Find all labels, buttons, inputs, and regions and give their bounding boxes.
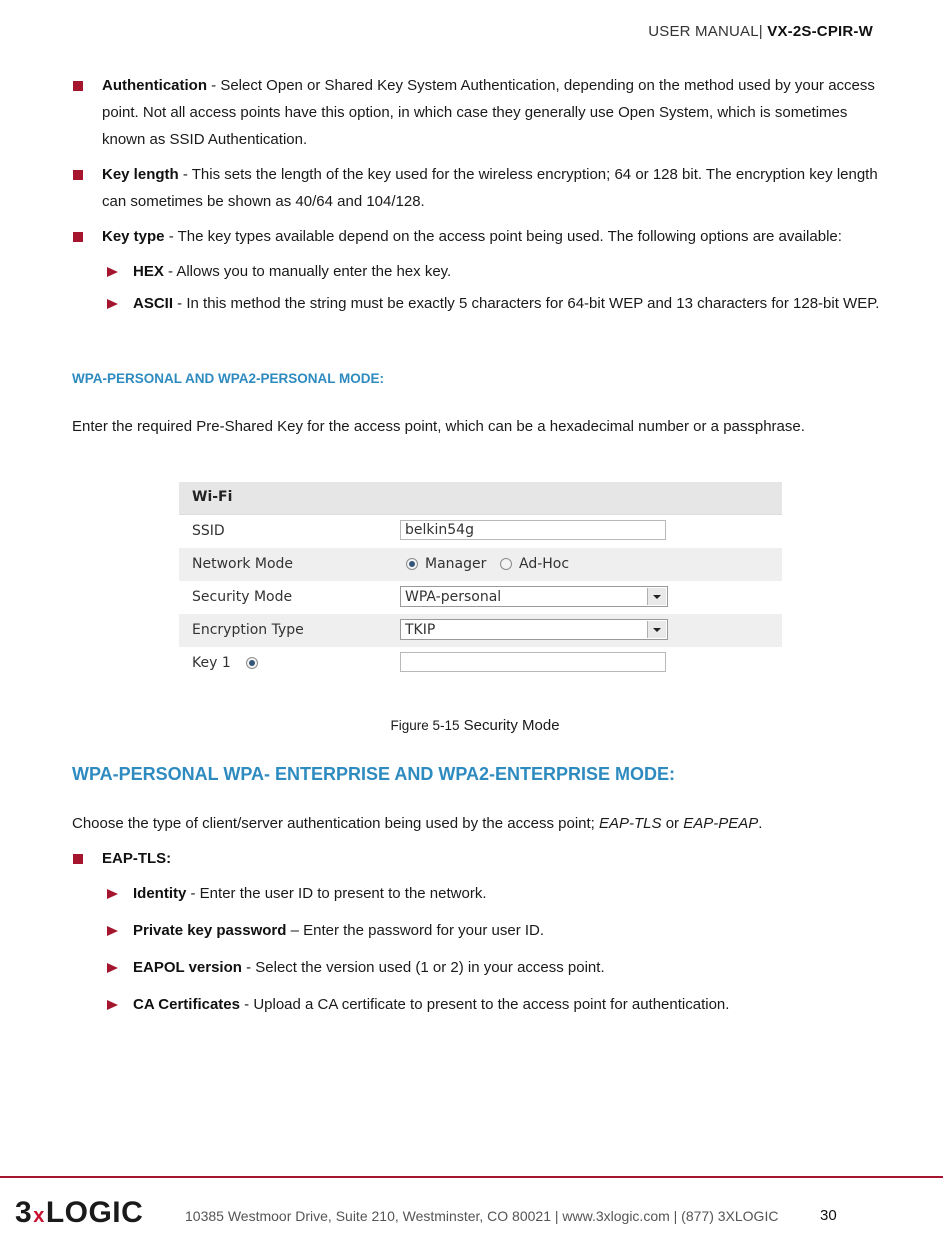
sub-list-item: Identity - Enter the user ID to present to the network. bbox=[72, 880, 882, 907]
triangle-bullet-icon bbox=[107, 963, 118, 973]
chevron-down-icon bbox=[653, 595, 661, 599]
security-mode-label: Security Mode bbox=[192, 589, 293, 605]
encryption-type-label: Encryption Type bbox=[192, 622, 304, 638]
network-mode-row bbox=[179, 548, 782, 581]
page-header bbox=[648, 23, 873, 40]
security-mode-select[interactable] bbox=[400, 586, 668, 607]
radio-ad-hoc[interactable] bbox=[500, 558, 512, 570]
radio-ad-hoc-label: Ad-Hoc bbox=[519, 556, 570, 572]
encryption-type-select[interactable] bbox=[400, 619, 668, 640]
sub-list-item: Private key password – Enter the password for your user ID. bbox=[72, 917, 882, 944]
footer-divider bbox=[0, 1176, 943, 1178]
sub-list-item: ASCII - In this method the string must be exactly 5 characters for 64-bit WEP and 13 characters for 128-bit WEP. bbox=[72, 290, 882, 317]
page-number: 30 bbox=[820, 1207, 837, 1224]
figure-caption bbox=[0, 717, 950, 734]
intro-list bbox=[72, 72, 882, 322]
paragraph: Enter the required Pre-Shared Key for the access point, which can be a hexadecimal number or a passphrase. bbox=[72, 418, 805, 435]
figure-caption-text: Security Mode bbox=[459, 717, 560, 734]
square-bullet-icon bbox=[73, 232, 83, 242]
encryption-type-value: TKIP bbox=[405, 622, 436, 638]
list-item: Key type - The key types available depend on the access point being used. The following options are available: bbox=[72, 223, 882, 250]
triangle-bullet-icon bbox=[107, 1000, 118, 1010]
list-item: Authentication - Select Open or Shared Key System Authentication, depending on the method used by your access point. Not all access points have this option, in which case they generally use Open System, which is sometimes known as SSID Authentication. bbox=[72, 72, 882, 153]
square-bullet-icon bbox=[73, 854, 83, 864]
eap-tls-list bbox=[72, 845, 882, 1028]
section-heading-wpa-personal: WPA-PERSONAL AND WPA2-PERSONAL MODE: bbox=[72, 371, 385, 386]
encryption-type-row bbox=[179, 614, 782, 647]
figure-title: Wi-Fi bbox=[192, 489, 233, 505]
sub-list-item: EAPOL version - Select the version used (1 or 2) in your access point. bbox=[72, 954, 882, 981]
key1-label: Key 1 bbox=[192, 655, 231, 671]
sub-list-item: HEX - Allows you to manually enter the hex key. bbox=[72, 258, 882, 285]
triangle-bullet-icon bbox=[107, 267, 118, 277]
dropdown-arrow[interactable] bbox=[647, 621, 666, 638]
ssid-input[interactable]: belkin54g bbox=[400, 520, 666, 540]
sub-list-item: CA Certificates - Upload a CA certificate to present to the access point for authentication. bbox=[72, 991, 882, 1018]
paragraph: Choose the type of client/server authentication being used by the access point; EAP-TLS or EAP-PEAP. bbox=[72, 815, 763, 832]
figure-title-bar bbox=[179, 482, 782, 515]
figure-number: Figure 5-15 bbox=[390, 718, 460, 733]
header-model: VX-2S-CPIR-W bbox=[767, 23, 873, 40]
key1-row bbox=[179, 647, 782, 680]
radio-manager[interactable] bbox=[406, 558, 418, 570]
radio-manager-label: Manager bbox=[425, 556, 487, 572]
footer-address: 10385 Westmoor Drive, Suite 210, Westminster, CO 80021 | www.3xlogic.com | (877) 3XLOGIC bbox=[185, 1208, 779, 1224]
security-mode-row bbox=[179, 581, 782, 614]
triangle-bullet-icon bbox=[107, 926, 118, 936]
square-bullet-icon bbox=[73, 170, 83, 180]
company-logo: 3xLOGIC bbox=[15, 1196, 144, 1229]
key1-input[interactable] bbox=[400, 652, 666, 672]
network-mode-label: Network Mode bbox=[192, 556, 294, 572]
chevron-down-icon bbox=[653, 628, 661, 632]
list-item: EAP-TLS: bbox=[72, 845, 882, 872]
square-bullet-icon bbox=[73, 81, 83, 91]
dropdown-arrow[interactable] bbox=[647, 588, 666, 605]
radio-key1[interactable] bbox=[246, 657, 258, 669]
header-prefix: USER MANUAL| bbox=[648, 23, 763, 40]
ssid-label: SSID bbox=[192, 523, 225, 539]
list-item: Key length - This sets the length of the key used for the wireless encryption; 64 or 128 bit. The encryption key length can sometimes be shown as 40/64 and 104/128. bbox=[72, 161, 882, 215]
ssid-row bbox=[179, 515, 782, 548]
triangle-bullet-icon bbox=[107, 299, 118, 309]
security-mode-value: WPA-personal bbox=[405, 589, 502, 605]
section-heading-wpa-enterprise: WPA-PERSONAL WPA- ENTERPRISE AND WPA2-ENTERPRISE MODE: bbox=[72, 764, 676, 784]
wifi-settings-figure bbox=[179, 482, 782, 680]
triangle-bullet-icon bbox=[107, 889, 118, 899]
